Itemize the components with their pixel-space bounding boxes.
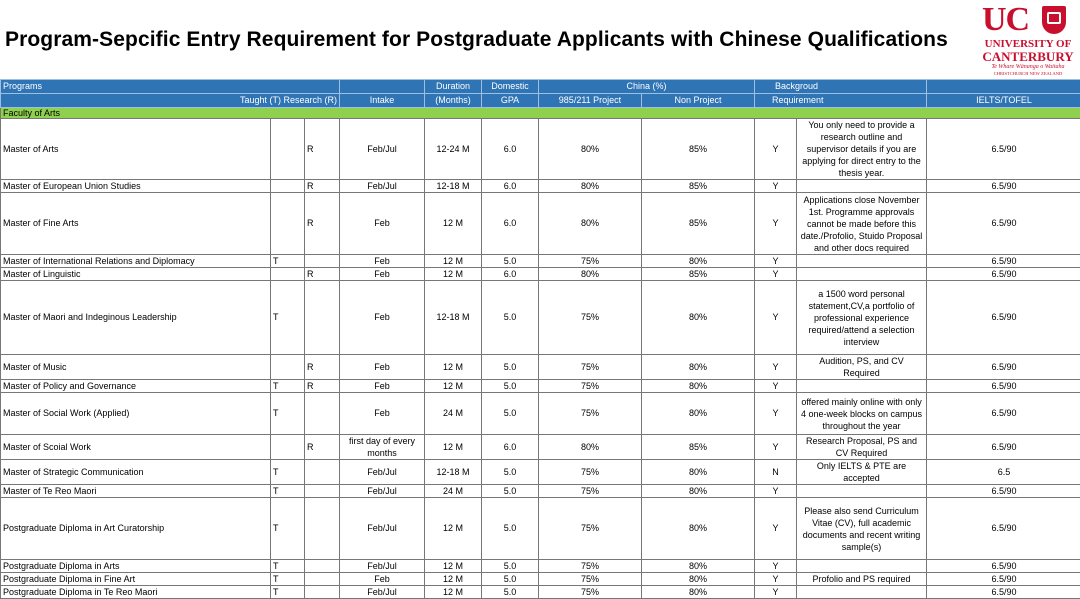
project-985-cell: 75% <box>539 498 642 560</box>
background-cell: Y <box>755 393 797 435</box>
gpa-cell: 6.0 <box>482 119 539 180</box>
duration-cell: 12-24 M <box>425 119 482 180</box>
project-985-cell: 80% <box>539 193 642 255</box>
duration-cell: 12 M <box>425 193 482 255</box>
intake-cell: Feb <box>340 380 425 393</box>
additional-note-cell: a 1500 word personal statement,CV,a portfolio of professional experience required/attend a selection interview <box>797 281 927 355</box>
intake-cell: Feb <box>340 268 425 281</box>
project-985-cell: 75% <box>539 281 642 355</box>
table-row <box>1 255 1080 268</box>
non-project-cell: 80% <box>642 355 755 380</box>
program-cell: Master of International Relations and Diplomacy <box>1 255 271 268</box>
header-gpa: GPA <box>482 94 539 108</box>
project-985-cell: 75% <box>539 586 642 599</box>
ielts-cell: 6.5/90 <box>927 393 1080 435</box>
additional-note-cell <box>797 485 927 498</box>
non-project-cell: 85% <box>642 268 755 281</box>
taught-cell <box>271 180 305 193</box>
duration-cell: 12 M <box>425 435 482 460</box>
gpa-cell: 5.0 <box>482 393 539 435</box>
program-cell: Master of European Union Studies <box>1 180 271 193</box>
additional-note-cell: Please also send Curriculum Vitae (CV), full academic documents and recent writing sample(s) <box>797 498 927 560</box>
ielts-cell: 6.5/90 <box>927 255 1080 268</box>
intake-cell: Feb <box>340 393 425 435</box>
taught-cell: T <box>271 498 305 560</box>
duration-cell: 12 M <box>425 586 482 599</box>
table-row <box>1 281 1080 355</box>
research-cell <box>305 573 340 586</box>
logo-letters: UC <box>982 3 1029 37</box>
intake-cell: Feb <box>340 255 425 268</box>
program-cell: Master of Music <box>1 355 271 380</box>
background-cell: N <box>755 460 797 485</box>
research-cell: R <box>305 180 340 193</box>
taught-cell: T <box>271 485 305 498</box>
table-row <box>1 498 1080 560</box>
header-ielts <box>927 80 1080 94</box>
taught-cell: T <box>271 460 305 485</box>
duration-cell: 12 M <box>425 255 482 268</box>
additional-note-cell <box>797 380 927 393</box>
header-requirement: Requirement <box>755 94 927 108</box>
ielts-cell: 6.5/90 <box>927 268 1080 281</box>
additional-note-cell: You only need to provide a research outline and supervisor details if you are applying for direct entry to the thesis year. <box>797 119 927 180</box>
table-row <box>1 180 1080 193</box>
duration-cell: 12 M <box>425 268 482 281</box>
additional-note-cell: Profolio and PS required <box>797 573 927 586</box>
table-row <box>1 393 1080 435</box>
research-cell: R <box>305 355 340 380</box>
taught-cell: T <box>271 560 305 573</box>
gpa-cell: 5.0 <box>482 498 539 560</box>
ielts-cell: 6.5/90 <box>927 498 1080 560</box>
faculty-label: Faculty of Arts <box>1 108 1080 119</box>
ielts-cell: 6.5/90 <box>927 560 1080 573</box>
logo-line-2: CANTERBURY <box>982 50 1074 63</box>
crest-icon <box>1042 6 1066 34</box>
background-cell: Y <box>755 435 797 460</box>
duration-cell: 12-18 M <box>425 180 482 193</box>
taught-cell: T <box>271 281 305 355</box>
research-cell <box>305 498 340 560</box>
research-cell: R <box>305 193 340 255</box>
header-background: Backgroud <box>755 80 927 94</box>
project-985-cell: 80% <box>539 268 642 281</box>
taught-cell <box>271 119 305 180</box>
additional-note-cell <box>797 255 927 268</box>
logo-line-3: Te Whare Wānanga o Waitaha <box>982 64 1074 70</box>
background-cell: Y <box>755 268 797 281</box>
non-project-cell: 85% <box>642 119 755 180</box>
program-cell: Master of Linguistic <box>1 268 271 281</box>
intake-cell: Feb/Jul <box>340 180 425 193</box>
header-non-project: Non Project <box>642 94 755 108</box>
non-project-cell: 80% <box>642 393 755 435</box>
table-row <box>1 435 1080 460</box>
logo-line-4: CHRISTCHURCH NEW ZEALAND <box>982 71 1074 76</box>
research-cell: R <box>305 380 340 393</box>
project-985-cell: 75% <box>539 355 642 380</box>
research-cell <box>305 560 340 573</box>
intake-cell: Feb <box>340 281 425 355</box>
taught-cell <box>271 355 305 380</box>
ielts-cell: 6.5/90 <box>927 355 1080 380</box>
header-ielts-tofel: IELTS/TOFEL <box>927 94 1080 108</box>
non-project-cell: 85% <box>642 193 755 255</box>
gpa-cell: 5.0 <box>482 281 539 355</box>
program-cell: Postgraduate Diploma in Fine Art <box>1 573 271 586</box>
ielts-cell: 6.5/90 <box>927 193 1080 255</box>
program-cell: Master of Te Reo Maori <box>1 485 271 498</box>
intake-cell: Feb/Jul <box>340 460 425 485</box>
research-cell <box>305 255 340 268</box>
non-project-cell: 80% <box>642 498 755 560</box>
additional-note-cell <box>797 268 927 281</box>
project-985-cell: 80% <box>539 435 642 460</box>
ielts-cell: 6.5/90 <box>927 180 1080 193</box>
duration-cell: 12-18 M <box>425 281 482 355</box>
ielts-cell: 6.5/90 <box>927 281 1080 355</box>
duration-cell: 12 M <box>425 573 482 586</box>
project-985-cell: 75% <box>539 560 642 573</box>
logo-line-1: UNIVERSITY OF <box>982 39 1074 50</box>
page-title: Program-Sepcific Entry Requirement for Postgraduate Applicants with Chinese Qualifications <box>5 28 948 52</box>
background-cell: Y <box>755 498 797 560</box>
taught-cell <box>271 193 305 255</box>
gpa-cell: 6.0 <box>482 435 539 460</box>
additional-note-cell <box>797 180 927 193</box>
intake-cell: Feb <box>340 193 425 255</box>
ielts-cell: 6.5/90 <box>927 573 1080 586</box>
header-985-project: 985/211 Project <box>539 94 642 108</box>
duration-cell: 24 M <box>425 393 482 435</box>
gpa-cell: 5.0 <box>482 573 539 586</box>
table-row <box>1 193 1080 255</box>
non-project-cell: 80% <box>642 573 755 586</box>
background-cell: Y <box>755 255 797 268</box>
program-cell: Master of Arts <box>1 119 271 180</box>
project-985-cell: 75% <box>539 573 642 586</box>
duration-cell: 24 M <box>425 485 482 498</box>
header-duration: Duration <box>425 80 482 94</box>
table-row <box>1 268 1080 281</box>
program-cell: Master of Scoial Work <box>1 435 271 460</box>
program-cell: Master of Policy and Governance <box>1 380 271 393</box>
background-cell: Y <box>755 193 797 255</box>
program-cell: Postgraduate Diploma in Art Curatorship <box>1 498 271 560</box>
research-cell <box>305 485 340 498</box>
non-project-cell: 80% <box>642 560 755 573</box>
header-taught-research: Taught (T) Research (R) <box>1 94 340 108</box>
additional-note-cell <box>797 560 927 573</box>
background-cell: Y <box>755 573 797 586</box>
intake-cell: Feb/Jul <box>340 560 425 573</box>
header-programs: Programs <box>1 80 271 94</box>
intake-cell: Feb/Jul <box>340 119 425 180</box>
program-cell: Postgraduate Diploma in Arts <box>1 560 271 573</box>
faculty-row <box>1 108 1080 119</box>
non-project-cell: 85% <box>642 180 755 193</box>
intake-cell: Feb/Jul <box>340 586 425 599</box>
non-project-cell: 80% <box>642 255 755 268</box>
non-project-cell: 80% <box>642 281 755 355</box>
background-cell: Y <box>755 485 797 498</box>
project-985-cell: 75% <box>539 255 642 268</box>
gpa-cell: 6.0 <box>482 180 539 193</box>
program-cell: Master of Fine Arts <box>1 193 271 255</box>
table-row <box>1 460 1080 485</box>
intake-cell: Feb <box>340 355 425 380</box>
table-row <box>1 485 1080 498</box>
ielts-cell: 6.5/90 <box>927 435 1080 460</box>
table-row <box>1 119 1080 180</box>
research-cell <box>305 393 340 435</box>
ielts-cell: 6.5/90 <box>927 119 1080 180</box>
header-duration-unit: (Months) <box>425 94 482 108</box>
header-china: China (%) <box>539 80 755 94</box>
header-intake: Intake <box>340 94 425 108</box>
additional-note-cell: Applications close November 1st. Programme approvals cannot be made before this date./Profolio, Stuido Proposal and other docs required <box>797 193 927 255</box>
ielts-cell: 6.5/90 <box>927 586 1080 599</box>
taught-cell <box>271 268 305 281</box>
background-cell: Y <box>755 119 797 180</box>
gpa-cell: 5.0 <box>482 485 539 498</box>
gpa-cell: 5.0 <box>482 355 539 380</box>
additional-note-cell <box>797 586 927 599</box>
duration-cell: 12 M <box>425 380 482 393</box>
background-cell: Y <box>755 281 797 355</box>
table-row <box>1 586 1080 599</box>
research-cell: R <box>305 268 340 281</box>
table-row <box>1 560 1080 573</box>
duration-cell: 12 M <box>425 355 482 380</box>
background-cell: Y <box>755 380 797 393</box>
research-cell: R <box>305 435 340 460</box>
gpa-cell: 5.0 <box>482 460 539 485</box>
research-cell <box>305 281 340 355</box>
gpa-cell: 5.0 <box>482 586 539 599</box>
non-project-cell: 80% <box>642 586 755 599</box>
ielts-cell: 6.5/90 <box>927 380 1080 393</box>
non-project-cell: 80% <box>642 485 755 498</box>
gpa-cell: 5.0 <box>482 380 539 393</box>
gpa-cell: 5.0 <box>482 255 539 268</box>
ielts-cell: 6.5 <box>927 460 1080 485</box>
research-cell: R <box>305 119 340 180</box>
background-cell: Y <box>755 355 797 380</box>
background-cell: Y <box>755 586 797 599</box>
gpa-cell: 6.0 <box>482 193 539 255</box>
project-985-cell: 75% <box>539 485 642 498</box>
gpa-cell: 5.0 <box>482 560 539 573</box>
program-cell: Postgraduate Diploma in Te Reo Maori <box>1 586 271 599</box>
additional-note-cell: Research Proposal, PS and CV Required <box>797 435 927 460</box>
non-project-cell: 80% <box>642 460 755 485</box>
taught-cell: T <box>271 573 305 586</box>
research-cell <box>305 460 340 485</box>
intake-cell: Feb <box>340 573 425 586</box>
duration-cell: 12-18 M <box>425 460 482 485</box>
taught-cell: T <box>271 255 305 268</box>
non-project-cell: 80% <box>642 380 755 393</box>
table-row <box>1 380 1080 393</box>
duration-cell: 12 M <box>425 560 482 573</box>
project-985-cell: 75% <box>539 460 642 485</box>
additional-note-cell: offered mainly online with only 4 one-week blocks on campus throughout the year <box>797 393 927 435</box>
project-985-cell: 75% <box>539 393 642 435</box>
taught-cell: T <box>271 586 305 599</box>
table-row <box>1 355 1080 380</box>
ielts-cell: 6.5/90 <box>927 485 1080 498</box>
additional-note-cell: Only IELTS & PTE are accepted <box>797 460 927 485</box>
intake-cell: first day of every months <box>340 435 425 460</box>
non-project-cell: 85% <box>642 435 755 460</box>
background-cell: Y <box>755 560 797 573</box>
duration-cell: 12 M <box>425 498 482 560</box>
university-logo <box>982 3 1074 75</box>
project-985-cell: 80% <box>539 119 642 180</box>
background-cell: Y <box>755 180 797 193</box>
gpa-cell: 6.0 <box>482 268 539 281</box>
project-985-cell: 75% <box>539 380 642 393</box>
additional-note-cell: Audition, PS, and CV Required <box>797 355 927 380</box>
table-row <box>1 573 1080 586</box>
taught-cell: T <box>271 380 305 393</box>
intake-cell: Feb/Jul <box>340 498 425 560</box>
program-cell: Master of Maori and Indeginous Leadership <box>1 281 271 355</box>
intake-cell: Feb/Jul <box>340 485 425 498</box>
taught-cell <box>271 435 305 460</box>
taught-cell: T <box>271 393 305 435</box>
project-985-cell: 80% <box>539 180 642 193</box>
program-cell: Master of Social Work (Applied) <box>1 393 271 435</box>
program-cell: Master of Strategic Communication <box>1 460 271 485</box>
header-domestic: Domestic <box>482 80 539 94</box>
requirements-table <box>0 79 1080 599</box>
research-cell <box>305 586 340 599</box>
